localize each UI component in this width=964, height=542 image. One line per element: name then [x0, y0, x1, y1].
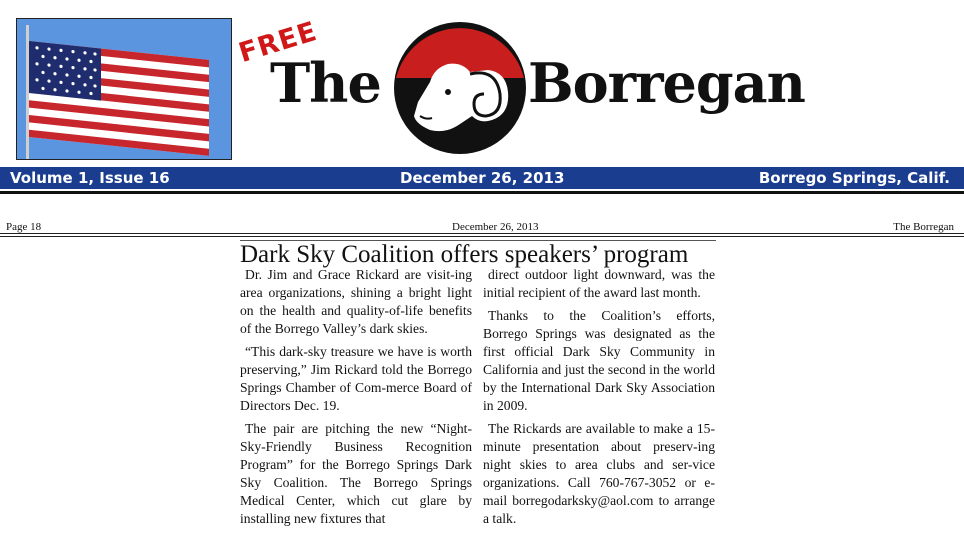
free-stamp: FREE — [235, 15, 321, 70]
page-number: Page 18 — [6, 221, 42, 233]
masthead-title-borregan: Borregan — [528, 51, 805, 115]
masthead — [0, 0, 964, 200]
issue-date: December 26, 2013 — [400, 169, 565, 187]
article-column-left — [240, 266, 472, 533]
bighorn-ram-logo-icon — [390, 20, 530, 158]
article-paragraph: The pair are pitching the new “Night-Sky-Friendly Business Recognition Program” for the Borrego Springs Dark Sky Coalition. The Borrego Springs Medical Center, which cut glare by installing new fixtures that — [240, 421, 472, 526]
issue-location: Borrego Springs, Calif. — [758, 169, 950, 187]
masthead-divider — [0, 191, 964, 194]
article-paragraph: “This dark-sky treasure we have is worth preserving,” Jim Rickard told the Borrego Springs Chamber of Com-merce Board of Directors Dec. 19. — [240, 344, 472, 413]
page-date: December 26, 2013 — [452, 221, 539, 233]
article-paragraph: Thanks to the Coalition’s efforts, Borrego Springs was designated as the first official Dark Sky Community in California and just the second in the world by the International Dark Sky Association in 2009. — [483, 308, 715, 413]
masthead-title-the: The — [270, 51, 381, 115]
issue-number: Volume 1, Issue 16 — [10, 169, 170, 187]
article-paragraph: direct outdoor light downward, was the initial recipient of the award last month. — [483, 267, 715, 300]
article-paragraph: The Rickards are available to make a 15-minute presentation about preserv-ing night skies to area clubs and ser-vice organizations. Call 760-767-3052 or e-mail borregodarksky@aol.com to arrange a talk. — [483, 421, 715, 526]
article-paragraph: Dr. Jim and Grace Rickard are visit-ing area organizations, shining a bright light on the health and quality-of-life benefits of the Borrego Valley’s dark skies. — [240, 267, 472, 336]
issue-info-bar — [0, 167, 964, 189]
header-divider-top — [0, 233, 964, 234]
article-column-right — [483, 266, 715, 533]
header-divider-bottom — [0, 236, 964, 237]
article-headline: Dark Sky Coalition offers speakers’ program — [240, 241, 689, 268]
flag-icon — [17, 19, 231, 159]
american-flag-image — [16, 18, 232, 160]
page-paper-name: The Borregan — [893, 221, 954, 233]
